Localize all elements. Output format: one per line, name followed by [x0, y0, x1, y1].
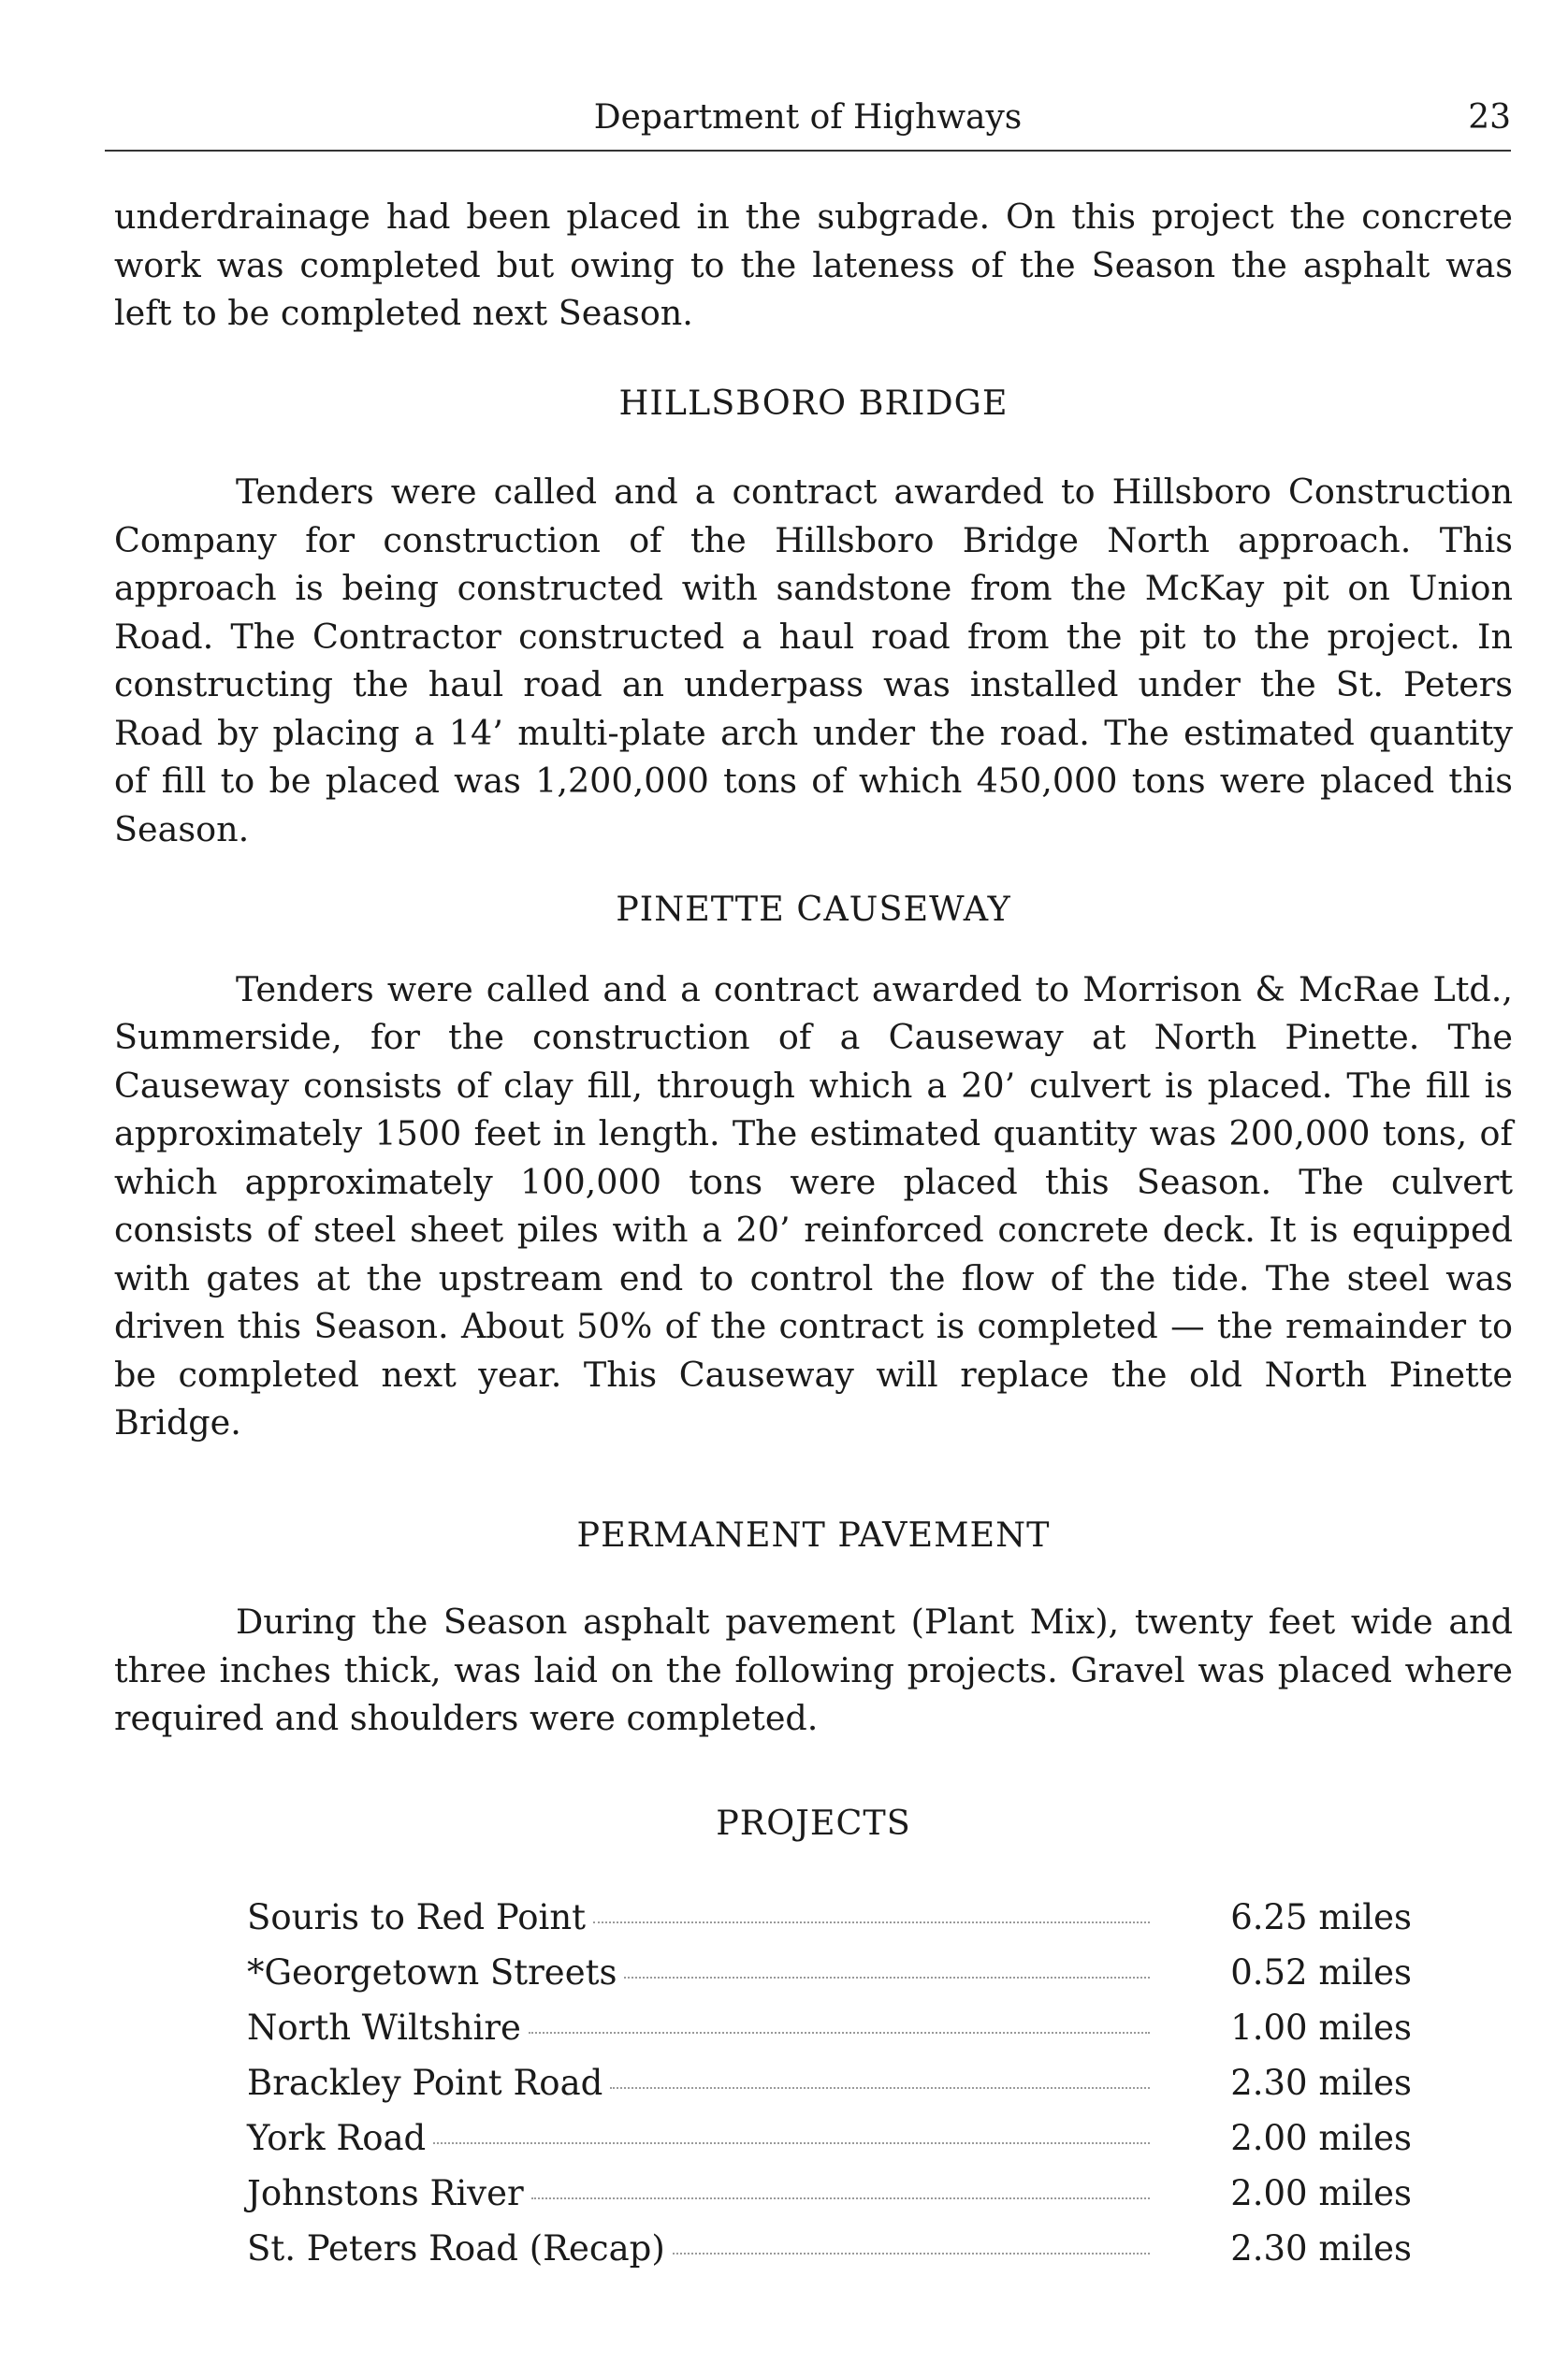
project-row: [247, 2110, 1412, 2166]
project-length: 1.00 miles: [1230, 2008, 1412, 2048]
project-row: [247, 1890, 1412, 1945]
dot-leader: [624, 1977, 1150, 1979]
project-name: North Wiltshire: [247, 2008, 521, 2048]
project-name: Johnstons River: [247, 2173, 524, 2213]
intro-paragraph: underdrainage had been placed in the subgrade. On this project the concrete work was completed but owing to the lateness of the Season the asphalt was left to be completed next Season.: [114, 196, 1513, 333]
project-name: Souris to Red Point: [247, 1897, 587, 1937]
project-row: [247, 1945, 1412, 2000]
dot-leader: [531, 2197, 1150, 2199]
projects-list: [247, 1890, 1412, 2276]
header-rule: [105, 150, 1511, 152]
project-length: 6.25 miles: [1230, 1897, 1412, 1937]
pinette-paragraph: Tenders were called and a contract awarded to Morrison & McRae Ltd., Summerside, for the construction of a Causeway at North Pinette. The Causeway consists of clay fill, through which a 20’ culvert is placed. The fill is approximately 1500 feet in length. The estimated quantity was 200,000 tons, of which approximately 100,000 tons were placed this Season. The culvert consists of steel sheet piles with a 20’ reinforced concrete deck. It is equipped with gates at the upstream end to control the flow of the tide. The steel was driven this Season. About 50% of the contract is completed — the remainder to be completed next year. This Causeway will replace the old North Pinette Bridge.: [114, 968, 1513, 1443]
page-number: 23: [1468, 98, 1511, 137]
project-length: 2.00 miles: [1230, 2173, 1412, 2213]
project-row: [247, 2166, 1412, 2221]
page-body: [114, 193, 1513, 2276]
project-name: St. Peters Road (Recap): [247, 2228, 665, 2269]
dot-leader: [593, 1921, 1150, 1923]
running-title: Department of Highways: [593, 98, 1023, 137]
project-row: [247, 2055, 1412, 2110]
project-length: 2.30 miles: [1230, 2063, 1412, 2103]
project-length: 2.30 miles: [1230, 2228, 1412, 2269]
section-heading-projects: PROJECTS: [716, 1802, 911, 1843]
dot-leader: [610, 2087, 1150, 2089]
project-length: 0.52 miles: [1230, 1952, 1412, 1993]
dot-leader: [673, 2253, 1150, 2255]
project-name: York Road: [247, 2118, 427, 2158]
section-heading-pinette-causeway: PINETTE CAUSEWAY: [616, 889, 1011, 929]
section-heading-hillsboro-bridge: HILLSBORO BRIDGE: [618, 382, 1009, 423]
dot-leader: [529, 2032, 1150, 2034]
section-heading-permanent-pavement: PERMANENT PAVEMENT: [576, 1514, 1051, 1555]
project-name: Brackley Point Road: [247, 2063, 603, 2103]
project-length: 2.00 miles: [1230, 2118, 1412, 2158]
pavement-paragraph: During the Season asphalt pavement (Plant Mix), twenty feet wide and three inches thick, was laid on the following projects. Gravel was placed where required and shoulders were completed.: [114, 1602, 1513, 1738]
project-row: [247, 2000, 1412, 2055]
hillsboro-paragraph: Tenders were called and a contract awarded to Hillsboro Construction Company for construction of the Hillsboro Bridge North approach. This approach is being constructed with sandstone from the McKay pit on Union Road. The Contractor constructed a haul road from the pit to the project. In constructing the haul road an underpass was installed under the St. Peters Road by placing a 14’ multi-plate arch under the road. The estimated quantity of fill to be placed was 1,200,000 tons of which 450,000 tons were placed this Season.: [114, 471, 1513, 849]
project-name: *Georgetown Streets: [247, 1952, 617, 1993]
project-row: [247, 2221, 1412, 2276]
dot-leader: [433, 2142, 1150, 2144]
running-header: [105, 92, 1511, 144]
